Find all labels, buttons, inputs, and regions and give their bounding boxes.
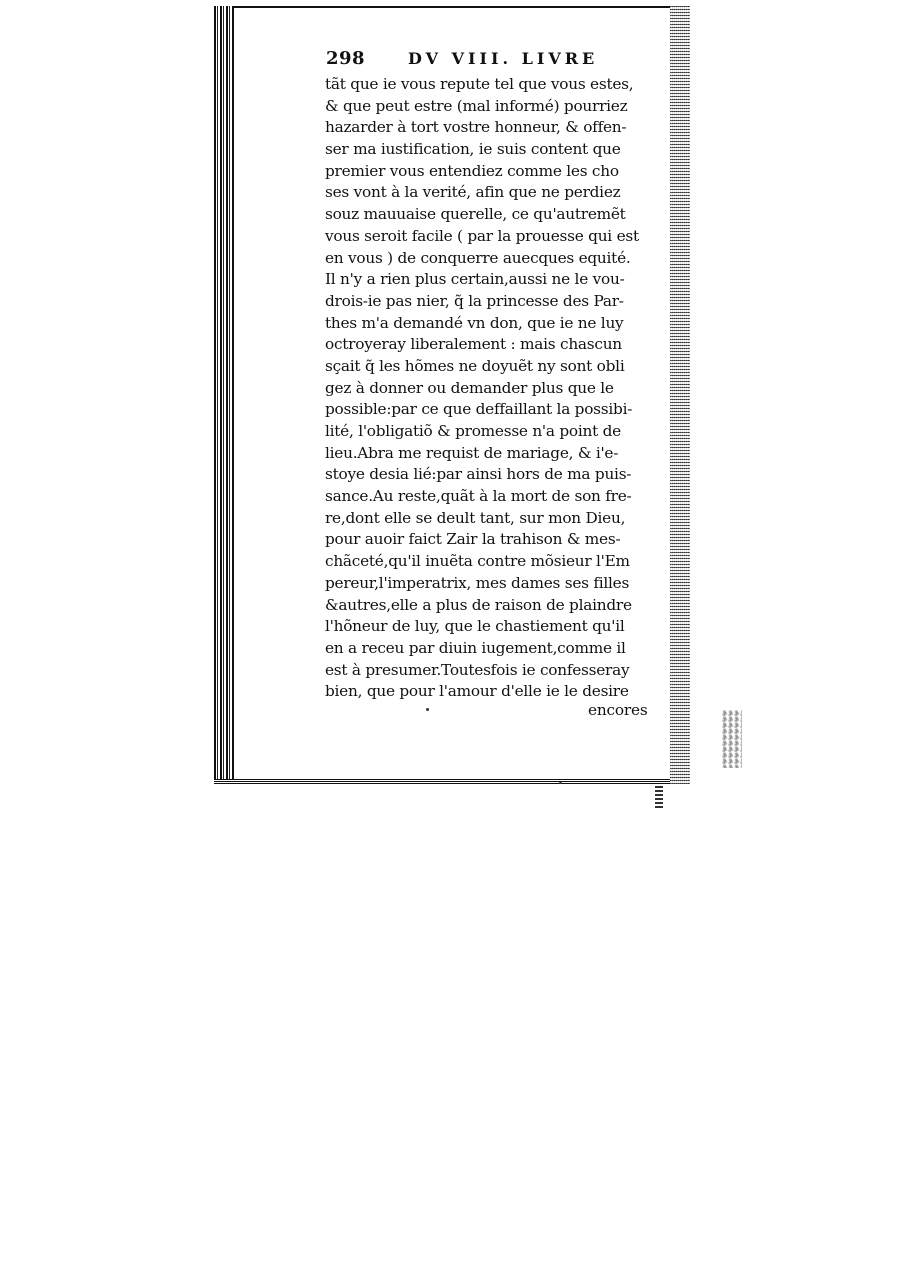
scanned-page <box>214 6 690 784</box>
text-line: gez à donner ou demander plus que le <box>325 378 614 397</box>
text-line: pour auoir faict Zair la trahison & mes- <box>325 530 621 549</box>
text-line: sçait q̃ les hõmes ne doyuẽt ny sont obli <box>325 356 625 375</box>
catchword: encores <box>588 701 648 719</box>
text-line: ser ma iustification, ie suis content que <box>325 140 621 159</box>
text-line: stoye desia lié:par ainsi hors de ma puis- <box>325 465 632 484</box>
text-line: chãceté,qu'il inuẽta contre mõsieur l'Em <box>325 552 630 571</box>
page-fore-edge <box>670 6 690 784</box>
text-line: & que peut estre (mal informé) pourriez <box>325 96 628 115</box>
text-line: drois-ie pas nier, q̃ la princesse des Par- <box>325 291 624 310</box>
body-text <box>325 74 659 703</box>
page-number: 298 <box>326 48 366 69</box>
text-line: hazarder à tort vostre honneur, & offen- <box>325 118 627 137</box>
text-line: pereur,l'imperatrix, mes dames ses filles <box>325 573 630 592</box>
text-line: premier vous entendiez comme les cho <box>325 161 619 180</box>
text-line: re,dont elle se deult tant, sur mon Dieu, <box>325 508 626 527</box>
text-line: possible:par ce que deffaillant la possibi- <box>325 400 633 419</box>
text-line: souz mauuaise querelle, ce qu'autremẽt <box>325 205 626 224</box>
margin-mark <box>655 784 663 808</box>
text-line: l'hõneur de luy, que le chastiement qu'il <box>325 617 625 636</box>
text-line: vous seroit facile ( par la prouesse qui est <box>325 226 639 245</box>
page-bottom-edge <box>214 779 670 784</box>
text-line: thes m'a demandé vn don, que ie ne luy <box>325 313 624 332</box>
text-line: en a receu par diuin iugement,comme il <box>325 638 626 657</box>
text-line: &autres,elle a plus de raison de plaindre <box>325 595 632 614</box>
text-line: octroyeray liberalement : mais chascun <box>325 335 622 354</box>
text-line: Il n'y a rien plus certain,aussi ne le vou- <box>325 270 625 289</box>
text-line: bien, que pour l'amour d'elle ie le desire <box>325 682 629 701</box>
ink-speck <box>426 708 429 711</box>
page-top-edge <box>234 6 670 8</box>
text-line: sance.Au reste,quãt à la mort de son fre- <box>325 487 632 506</box>
running-head: DV VIII. LIVRE <box>408 49 599 68</box>
page-header <box>326 46 656 72</box>
ink-smudge <box>722 710 742 768</box>
text-line: est à presumer.Toutesfois ie confesseray <box>325 660 630 679</box>
page-binding-edge <box>214 6 234 784</box>
text-line: en vous ) de conquerre auecques equité. <box>325 248 631 267</box>
text-line: lité, l'obligatiõ & promesse n'a point de <box>325 422 621 440</box>
text-line: ses vont à la verité, afin que ne perdiez <box>325 183 621 202</box>
ink-speck <box>559 782 562 784</box>
text-line: lieu.Abra me requist de mariage, & i'e- <box>325 443 619 462</box>
text-line: tãt que ie vous repute tel que vous estes, <box>325 75 634 93</box>
